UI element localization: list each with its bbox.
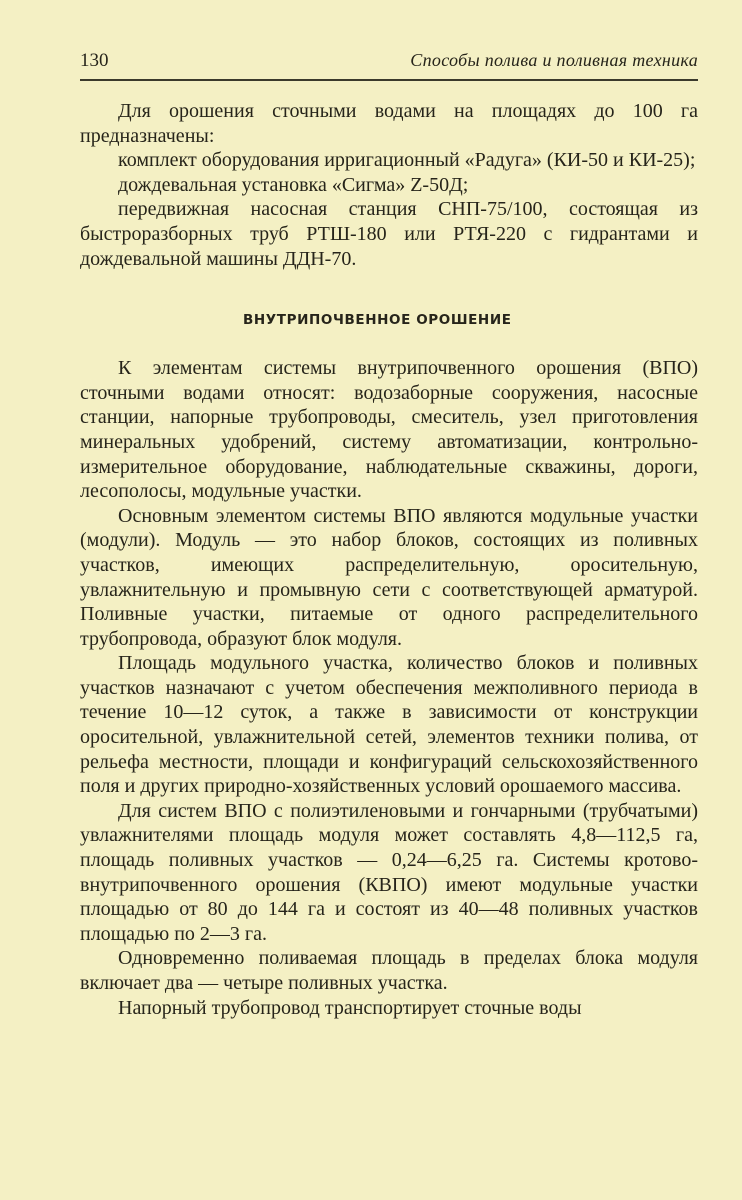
header-rule bbox=[80, 79, 698, 81]
paragraph: Площадь модульного участка, количество блоков и поливных участков назначают с учетом обеспечения межполивного периода в течение 10—12 суток, а также в зависимости от конструкции оросительной, увлажнительной сетей, элементов техники полива, от рельефа местности, площади и конфигураций сельскохозяйственного поля и других природно-хозяйственных условий орошаемого массива. bbox=[80, 652, 698, 798]
paragraph: Для систем ВПО с полиэтиленовыми и гончарными (трубчатыми) увлажнителями площадь модуля может составлять 4,8—112,5 га, площадь поливных участков — 0,24—6,25 га. Системы кротово-внутрипочвенного орошения (КВПО) имеют модульные участки площадью от 80 до 144 га и состоят из 40—48 поливных участков площадью по 2—3 га. bbox=[80, 799, 698, 945]
equipment-item: передвижная насосная станция СНП-75/100, состоящая из быстроразборных труб РТШ-180 или РТЯ-220 с гидрантами и дождевальной машины ДДН-70. bbox=[80, 198, 698, 270]
equipment-item: дождевальная установка «Сигма» Z-50Д; bbox=[118, 173, 469, 196]
page-header bbox=[80, 50, 698, 76]
equipment-item: комплект оборудования ирригационный «Радуга» (КИ-50 и КИ-25); bbox=[118, 149, 696, 172]
section-heading: ВНУТРИПОЧВЕННОЕ ОРОШЕНИЕ bbox=[243, 312, 512, 329]
paragraph: Основным элементом системы ВПО являются модульные участки (модули). Модуль — это набор блоков, состоящих из поливных участков, имеющих распределительную, оросительную, увлажнительную и промывную сети с соответствующей арматурой. Поливные участки, питаемые от одного распределительного трубопровода, образуют блок модуля. bbox=[80, 504, 698, 650]
paragraph: Одновременно поливаемая площадь в пределах блока модуля включает два — четыре поливных участка. bbox=[80, 947, 698, 994]
running-title: Способы полива и поливная техника bbox=[410, 50, 698, 70]
paragraph: Напорный трубопровод транспортирует сточные воды bbox=[118, 996, 582, 1019]
page-number: 130 bbox=[80, 50, 109, 71]
paragraph: К элементам системы внутрипочвенного орошения (ВПО) сточными водами относят: водозаборные сооружения, насосные станции, напорные трубопроводы, смеситель, узел приготовления минеральных удобрений, систему автоматизации, контрольно-измерительное оборудование, наблюдательные скважины, дороги, лесополосы, модульные участки. bbox=[80, 357, 698, 503]
intro-paragraph: Для орошения сточными водами на площадях до 100 га предназначены: bbox=[80, 100, 698, 147]
body-text bbox=[80, 99, 698, 1020]
